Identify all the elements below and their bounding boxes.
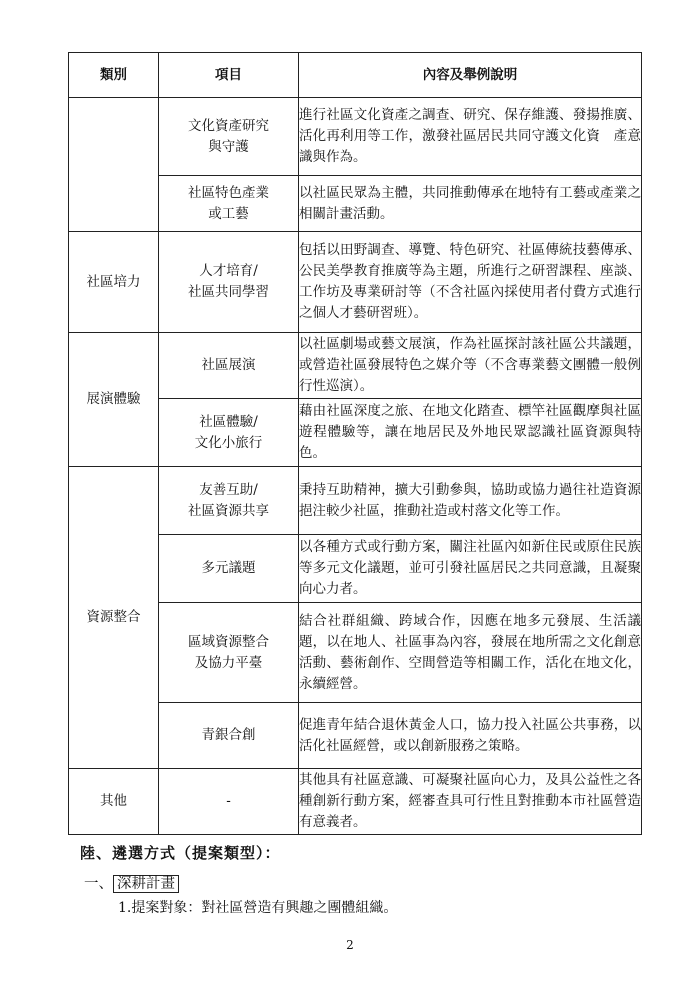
subsection-prefix: 一、: [84, 876, 113, 892]
subsection-label: 深耕計畫: [113, 875, 179, 893]
item-cell: -: [159, 769, 299, 835]
category-cell: 其他: [69, 769, 159, 835]
table-row: [69, 333, 642, 399]
item-cell: 區域資源整合 及協力平臺: [159, 603, 299, 703]
content-cell: 以社區民眾為主體，共同推動傳承在地特有工藝或產業之相關計畫活動。: [299, 176, 642, 232]
item-cell: 社區體驗/ 文化小旅行: [159, 399, 299, 467]
content-cell: 其他具有社區意識、可凝聚社區向心力，及具公益性之各種創新行動方案，經審查具可行性且對推動本市社區營造有意義者。: [299, 769, 642, 835]
content-cell: 以各種方式或行動方案，關注社區內如新住民或原住民族等多元文化議題，並可引發社區居民之共同意識，且凝聚向心力者。: [299, 535, 642, 603]
item-cell: 人才培育/ 社區共同學習: [159, 232, 299, 333]
list-item: 1.提案對象：對社區營造有興趣之團體組織。: [118, 900, 398, 916]
item-cell: 多元議題: [159, 535, 299, 603]
category-cell-blank: [69, 98, 159, 232]
table-row: [69, 467, 642, 535]
table-row: [69, 98, 642, 176]
header-item: 項目: [159, 53, 299, 98]
header-content: 內容及舉例說明: [299, 53, 642, 98]
item-cell: 社區展演: [159, 333, 299, 399]
page-number: 2: [346, 938, 354, 952]
content-cell: 藉由社區深度之旅、在地文化踏查、標竿社區觀摩與社區遊程體驗等，讓在地居民及外地民眾認識社區資源與特色。: [299, 399, 642, 467]
table-row: [69, 232, 642, 333]
category-cell: 資源整合: [69, 467, 159, 769]
content-table: [68, 52, 642, 835]
section-heading: 陸、遴選方式（提案類型）：: [80, 844, 281, 862]
content-cell: 秉持互助精神，擴大引動參與，協助或協力過往社造資源挹注較少社區，推動社造或村落文化等工作。: [299, 467, 642, 535]
item-cell: 青銀合創: [159, 703, 299, 769]
header-category: 類別: [69, 53, 159, 98]
item-cell: 文化資產研究 與守護: [159, 98, 299, 176]
item-cell: 社區特色產業 或工藝: [159, 176, 299, 232]
table-header-row: [69, 53, 642, 98]
content-cell: 包括以田野調查、導覽、特色研究、社區傳統技藝傳承、公民美學教育推廣等為主題，所進行之研習課程、座談、工作坊及專業研討等（不含社區內採使用者付費方式進行之個人才藝研習班）。: [299, 232, 642, 333]
subsection-heading: [84, 872, 179, 893]
content-cell: 以社區劇場或藝文展演，作為社區探討該社區公共議題，或營造社區發展特色之媒介等（不含專業藝文團體一般例行性巡演）。: [299, 333, 642, 399]
content-cell: 進行社區文化資產之調查、研究、保存維護、發揚推廣、活化再利用等工作，激發社區居民共同守護文化資 產意識與作為。: [299, 98, 642, 176]
category-cell: 展演體驗: [69, 333, 159, 467]
content-cell: 促進青年結合退休黃金人口，協力投入社區公共事務，以活化社區經營，或以創新服務之策略。: [299, 703, 642, 769]
category-cell: 社區培力: [69, 232, 159, 333]
table-row: [69, 769, 642, 835]
content-cell: 結合社群組織、跨域合作，因應在地多元發展、生活議題，以在地人、社區事為內容，發展在地所需之文化創意活動、藝術創作、空間營造等相關工作，活化在地文化，永續經營。: [299, 603, 642, 703]
item-cell: 友善互助/ 社區資源共享: [159, 467, 299, 535]
